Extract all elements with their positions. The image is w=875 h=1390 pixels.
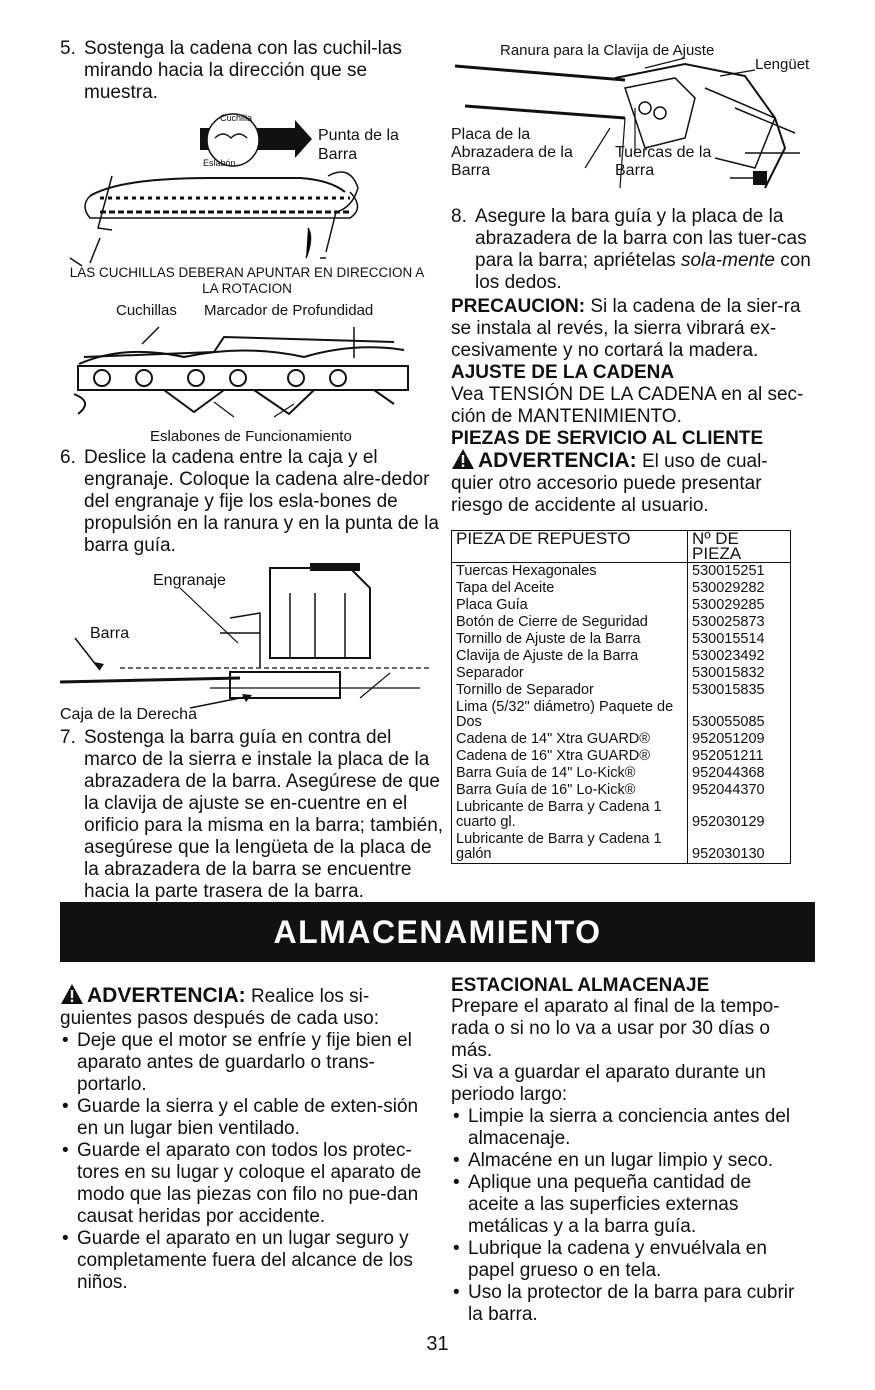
fig4-lenguet-label: Lengüet [755,56,810,73]
part-name-cell: Tapa del Aceite [452,580,688,597]
part-number-cell: 952044370 [692,782,765,798]
section-banner: ALMACENAMIENTO [60,902,815,962]
list-item: • Uso la protector de la barra para cubrir la barra. [451,1282,806,1326]
part-name-cell: Cadena de 16" Xtra GUARD® [452,748,688,765]
list-item: • Almacéne en un lugar limpio y seco. [451,1150,806,1172]
parts-header-number: Nº DE PIEZA [688,531,791,563]
precaucion-paragraph [451,296,806,362]
fig1-eslabon-label: Eslabón [203,158,236,168]
list-item: • Guarde el aparato con todos los protec-tores en su lugar y coloque el aparato de modo que las piezas con filo no pue-dan causat heridas por accidente. [60,1140,428,1228]
warning-icon [451,448,475,470]
part-number-cell: 530029282 [692,580,765,596]
part-name-cell: Barra Guía de 16" Lo-Kick® [452,782,688,799]
precaucion-text: Si la cadena de la sier-ra se instala al revés, la sierra vibrará ex-cesivamente y no cortará la madera. [451,296,801,361]
step-5 [60,38,444,104]
step-5-number: 5. [60,38,76,59]
part-number-cell: 530015251 [692,563,765,579]
table-row [452,665,791,682]
step-7-text: Sostenga la barra guía en contra del marco de la sierra e instale la placa de la abrazadera de la barra. Asegúrese de que la clavija de ajuste se en-cuentre en el orificio para la misma en la barra; también, asegúrese que la lengüeta de la placa de la abrazadera de la barra se encuentre hacia la parte trasera de la barra. [84,727,444,902]
list-item: • Guarde el aparato en un lugar seguro y completamente fuera del alcance de los niños. [60,1228,428,1294]
table-row [452,831,791,864]
warning-icon [60,983,84,1005]
step-8-emphasis: sola-mente [680,250,775,271]
step-6-text: Deslice la cadena entre la caja y el engranaje. Coloque la cadena alre-dedor del engranaje y fije los esla-bones de propulsión en la ranura y en la punta de la barra guía. [84,447,439,556]
fig1-cuchilla-label: Cuchilla [220,113,253,123]
storage-left-list [60,1030,428,1294]
list-item: • Deje que el motor se enfríe y fije bien el aparato antes de guardarlo o trans-portarlo. [60,1030,428,1096]
part-number-cell: 530015832 [692,665,765,681]
fig2-eslabones-label: Eslabones de Funcionamiento [150,428,352,445]
table-row [452,748,791,765]
part-number-cell: 952030129 [692,814,765,830]
part-name-cell: Lima (5/32" diámetro) Paquete de Dos [452,699,688,731]
part-name-cell: Clavija de Ajuste de la Barra [452,648,688,665]
step-8-number: 8. [451,206,467,227]
part-number-cell: 952051211 [692,748,764,764]
fig2-cuchillas-label: Cuchillas [116,302,177,319]
step-8-text: Asegure la bara guía y la placa de la abrazadera de la barra con las tuer-cas para la barra; apriételas [475,206,807,271]
table-row [452,648,791,665]
fig1-punta-label: Punta de la Barra [318,127,399,163]
list-item: • Lubrique la cadena y envuélvala en papel grueso o en tela. [451,1238,806,1282]
part-name-cell: Barra Guía de 14" Lo-Kick® [452,765,688,782]
step-8 [451,206,830,294]
piezas-warning-label: ADVERTENCIA: [478,449,637,472]
ajuste-text: Vea TENSIÓN DE LA CADENA en al sec-ción de MANTENIMIENTO. [451,384,804,427]
part-number-cell: 530015514 [692,631,765,647]
fig2-marcador-label: Marcador de Profundidad [204,302,374,319]
step-5-text: Sostenga la cadena con las cuchil-las mirando hacia la dirección que se muestra. [84,38,402,103]
table-row [452,731,791,748]
piezas-warning [451,448,806,517]
part-number-cell: 530015835 [692,682,765,698]
part-number-cell: 952044368 [692,765,765,781]
chain-parts-figure [64,322,424,430]
storage-warning [60,983,428,1030]
storage-left [60,983,428,1294]
parts-header-name: PIEZA DE REPUESTO [452,531,688,563]
storage-warning-label: ADVERTENCIA: [87,984,246,1007]
part-name-cell: Tuercas Hexagonales [452,563,688,581]
part-number-cell: 952051209 [692,731,765,747]
list-item: • Limpie la sierra a conciencia antes del almacenaje. [451,1106,806,1150]
part-name-cell: Separador [452,665,688,682]
precaucion-label: PRECAUCION: [451,296,586,317]
part-number-cell: 530029285 [692,597,765,613]
piezas-heading: PIEZAS DE SERVICIO AL CLIENTE [451,428,764,449]
part-number-cell: 952030130 [692,846,765,862]
table-row [452,597,791,614]
table-row [452,631,791,648]
part-name-cell: Tornillo de Separador [452,682,688,699]
storage-warning-text: Realice los si-guientes pasos después de cada uso: [60,986,380,1029]
fig1-caption: LAS CUCHILLAS DEBERAN APUNTAR EN DIRECCION A LA ROTACION [69,265,425,296]
fig3-engranaje-label: Engranaje [153,572,226,589]
seasonal-storage-p2: Si va a guardar el aparato durante un periodo largo: [451,1062,766,1105]
table-row [452,782,791,799]
page-number: 31 [426,1333,449,1355]
seasonal-storage-p1: Prepare el aparato al final de la tempo-rada o si no lo va a usar por 30 días o más. [451,996,780,1061]
ajuste-heading: AJUSTE DE LA CADENA [451,362,675,383]
fig4-placa-label: Placa de la Abrazadera de la Barra [451,126,573,179]
storage-right [451,975,806,1326]
list-item: • Guarde la sierra y el cable de exten-sión en un lugar bien ventilado. [60,1096,428,1140]
table-row [452,799,791,831]
part-number-cell: 530025873 [692,614,765,630]
fig4-tuercas-label: Tuercas de la Barra [615,144,712,179]
step-7 [60,727,444,903]
part-name-cell: Cadena de 14" Xtra GUARD® [452,731,688,748]
table-row [452,682,791,699]
table-row [452,765,791,782]
step-8-tail: con los dedos. [475,250,811,293]
part-number-cell: 530055085 [692,714,765,730]
seasonal-storage-heading: ESTACIONAL ALMACENAJE [451,975,710,996]
step-6-number: 6. [60,447,76,468]
fig3-barra-label: Barra [90,625,130,642]
list-item: • Aplique una pequeña cantidad de aceite a las superficies externas metálicas y a la barra guía. [451,1172,806,1238]
part-number-cell: 530023492 [692,648,765,664]
table-row [452,563,791,581]
parts-table-header [452,531,791,563]
part-name-cell: Tornillo de Ajuste de la Barra [452,631,688,648]
part-name-cell: Lubricante de Barra y Cadena 1 galón [452,831,688,864]
table-row [452,699,791,731]
part-name-cell: Placa Guía [452,597,688,614]
fig4-ranura-label: Ranura para la Clavija de Ajuste [500,42,715,59]
step-6 [60,447,444,557]
piezas-warning-text: El uso de cual-quier otro accesorio puede presentar riesgo de accidente al usuario. [451,451,768,516]
parts-table-body [452,563,791,864]
part-name-cell: Botón de Cierre de Seguridad [452,614,688,631]
step-7-number: 7. [60,727,76,748]
parts-table [451,530,791,864]
table-row [452,614,791,631]
storage-right-list [451,1106,806,1326]
fig3-caja-label: Caja de la Derecha [60,706,197,723]
part-name-cell: Lubricante de Barra y Cadena 1 cuarto gl. [452,799,688,831]
table-row [452,580,791,597]
